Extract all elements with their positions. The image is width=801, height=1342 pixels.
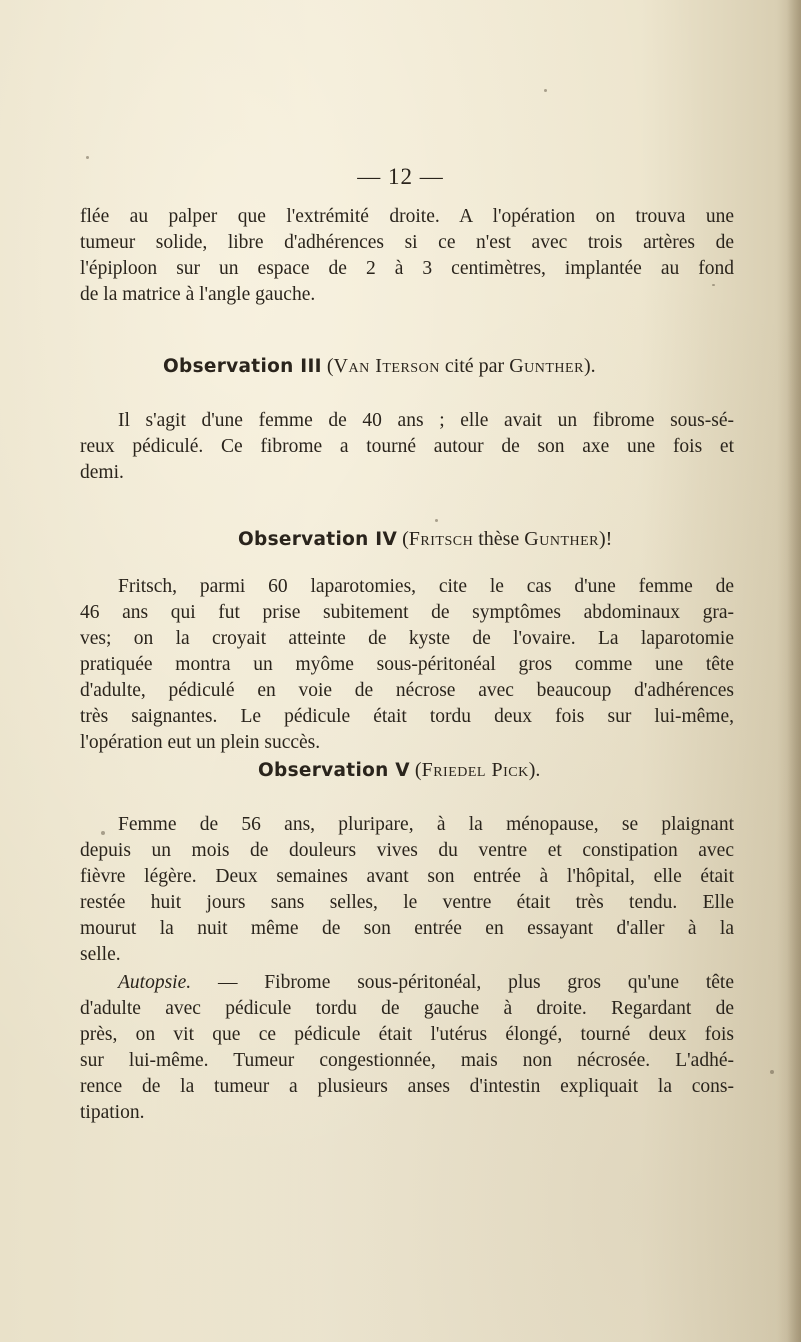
heading-author: Fritsch	[408, 528, 474, 550]
observation-5-heading	[258, 759, 540, 782]
heading-paren: )!	[599, 528, 613, 550]
text-line: ves; on la croyait atteinte de kyste de l'ovaire. La laparotomie	[80, 628, 734, 649]
scan-speck	[544, 89, 547, 92]
text-fragment: — Fibrome sous-péritonéal, plus gros qu'une tête	[191, 972, 734, 993]
observation-3-heading	[163, 355, 596, 378]
text-line: pratiquée montra un myôme sous-péritonéal gros comme une tête	[80, 654, 734, 675]
text-line: sur lui-même. Tumeur congestionnée, mais non nécrosée. L'adhé-	[80, 1050, 734, 1071]
text-line	[80, 970, 734, 996]
text-line: Fritsch, parmi 60 laparotomies, cite le cas d'une femme de	[118, 576, 734, 597]
scan-speck	[86, 156, 89, 159]
heading-paren: ).	[583, 355, 596, 377]
scan-speck	[435, 519, 438, 522]
text-line: l'opération eut un plein succès.	[80, 732, 321, 753]
text-line: selle.	[80, 944, 121, 965]
text-line: tumeur solide, libre d'adhérences si ce n'est avec trois artères de	[80, 232, 734, 253]
observation-label: Observation IV	[238, 529, 398, 550]
autopsy-label: Autopsie.	[118, 972, 192, 993]
text-line: demi.	[80, 462, 124, 483]
scan-speck	[101, 831, 105, 835]
heading-paren: ).	[528, 759, 541, 781]
paragraph-observation-4	[80, 574, 734, 756]
heading-source: Gunther	[509, 355, 584, 377]
paragraph-observation-5	[80, 812, 734, 968]
heading-source: Gunther	[524, 528, 600, 550]
text-line: l'épiploon sur un espace de 2 à 3 centimètres, implantée au fond	[80, 258, 734, 279]
heading-middle: thèse	[473, 528, 525, 550]
heading-paren: (	[326, 355, 334, 377]
paragraph-observation-3	[80, 408, 734, 486]
text-line: tipation.	[80, 1102, 145, 1123]
heading-paren: (	[414, 759, 422, 781]
text-line: restée huit jours sans selles, le ventre était très tendu. Elle	[80, 892, 734, 913]
paragraph-autopsy	[80, 970, 734, 1126]
text-line: 46 ans qui fut prise subitement de symptômes abdominaux gra-	[80, 602, 734, 623]
text-line: Il s'agit d'une femme de 40 ans ; elle avait un fibrome sous-sé-	[118, 410, 734, 431]
heading-author: Van Iterson	[333, 355, 440, 377]
text-line: fièvre légère. Deux semaines avant son entrée à l'hôpital, elle était	[80, 866, 734, 887]
heading-paren: (	[402, 528, 409, 550]
observation-label: Observation III	[163, 356, 322, 377]
page-edge-shadow	[787, 0, 801, 1342]
text-line: de la matrice à l'angle gauche.	[80, 284, 316, 305]
text-line: d'adulte avec pédicule tordu de gauche à droite. Regardant de	[80, 998, 734, 1019]
text-line: mourut la nuit même de son entrée en essayant d'aller à la	[80, 918, 734, 939]
text-line: rence de la tumeur a plusieurs anses d'intestin expliquait la cons-	[80, 1076, 734, 1097]
heading-author: Friedel Pick	[421, 759, 529, 781]
scan-speck	[712, 284, 715, 286]
text-line: reux pédiculé. Ce fibrome a tourné autour de son axe une fois et	[80, 436, 734, 457]
text-line: Femme de 56 ans, pluripare, à la ménopause, se plaignant	[118, 814, 734, 835]
text-line: d'adulte, pédiculé en voie de nécrose avec beaucoup d'adhérences	[80, 680, 734, 701]
paragraph-continuation	[80, 204, 734, 308]
text-line: flée au palper que l'extrémité droite. A l'opération on trouva une	[80, 206, 734, 227]
scan-speck	[770, 1070, 774, 1074]
observation-label: Observation V	[258, 760, 410, 781]
text-line: depuis un mois de douleurs vives du ventre et constipation avec	[80, 840, 734, 861]
text-line: près, on vit que ce pédicule était l'utérus élongé, tourné deux fois	[80, 1024, 734, 1045]
heading-middle: cité par	[439, 355, 510, 377]
observation-4-heading	[238, 528, 612, 551]
text-line: très saignantes. Le pédicule était tordu deux fois sur lui-même,	[80, 706, 734, 727]
page-number: — 12 —	[357, 164, 444, 189]
